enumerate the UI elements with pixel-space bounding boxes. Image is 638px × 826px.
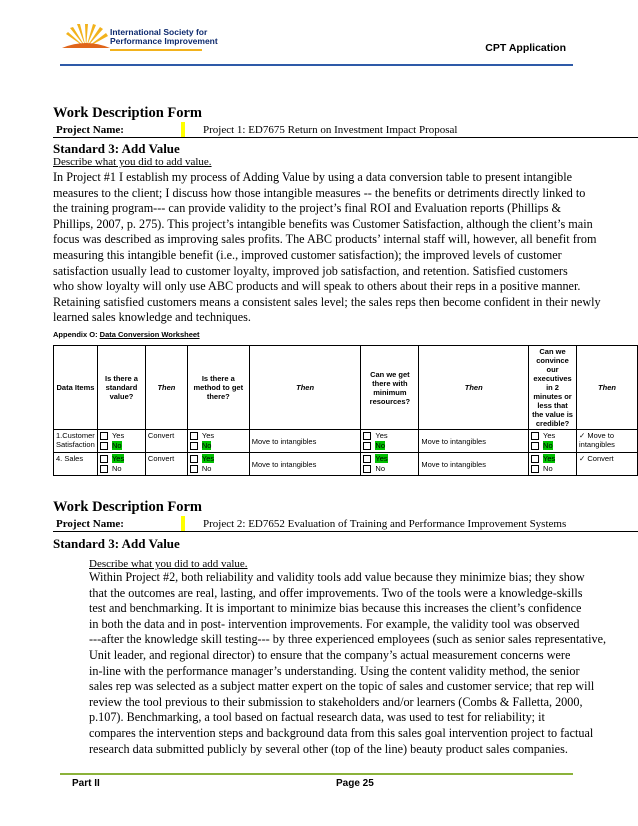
checkbox-icon[interactable] <box>100 465 108 473</box>
checkbox-icon[interactable] <box>531 455 539 463</box>
para2-line: in both the data and in post- intervention improvements. For example, the validity tool was observed <box>89 616 580 631</box>
project-name-label-2: Project Name: <box>56 518 124 530</box>
footer-page-number: Page 25 <box>336 778 374 789</box>
then-cell: ✓ Convert <box>577 453 638 476</box>
row-item: 1.Customer Satisfaction <box>54 430 98 453</box>
option-cell: Yes No <box>97 430 145 453</box>
selected-option: Yes <box>111 454 125 463</box>
col-header-then: Then <box>145 346 187 430</box>
para2-line: ---after the knowledge skill testing--- by three experienced employees (such as senior sales representative, <box>89 632 607 647</box>
checkbox-icon[interactable] <box>100 455 108 463</box>
project-name-value-2: Project 2: ED7652 Evaluation of Training and Performance Improvement Systems <box>203 518 567 530</box>
footer-rule <box>60 773 573 775</box>
table-row <box>54 453 638 476</box>
col-header-min-resources: Can we get there with minimum resources? <box>361 346 419 430</box>
col-header-convince: Can we convince our executives in 2 minutes or less that the value is credible? <box>529 346 577 430</box>
option-cell: Yes No <box>529 453 577 476</box>
selected-option: Yes <box>375 454 388 463</box>
project-name-label-1: Project Name: <box>56 124 124 136</box>
para2-line: research data submitted publicly by several other (top of the line) beauty product sales companies. <box>89 741 568 756</box>
table-row <box>54 430 638 453</box>
para2-line: test and benchmarking. It is important to minimize bias because this increases the client’s confidence <box>89 601 582 616</box>
then-cell: Convert <box>145 453 187 476</box>
appendix-title <box>53 330 200 339</box>
describe-prompt-1: Describe what you did to add value. <box>53 156 212 168</box>
col-header-then: Then <box>577 346 638 430</box>
para2-line: Within Project #2, both reliability and validity tools add value because they minimize bias; they show <box>89 570 585 584</box>
option-cell: Yes No <box>187 453 249 476</box>
form-title-2: Work Description Form <box>53 499 203 515</box>
col-header-method: Is there a method to get there? <box>187 346 249 430</box>
appendix-prefix: Appendix O: <box>53 330 100 339</box>
para1-line: learned sales knowledge and techniques. <box>53 310 251 325</box>
org-name-line1: International Society for <box>110 27 208 37</box>
form-title-1: Work Description Form <box>53 105 203 121</box>
checkbox-icon[interactable] <box>190 432 198 440</box>
appendix-name: Data Conversion Worksheet <box>99 330 200 339</box>
para1-line: satisfaction usually lead to customer loyalty, improved job satisfaction, and retention. Satisfied customers <box>53 263 568 278</box>
para2-line: review the tool previous to their submission to stakeholders and/or learners (Combs & Falletta, 2000, <box>89 694 583 709</box>
checkbox-icon[interactable] <box>190 442 198 450</box>
para1-line: focus was described as improving sales profits. The ABC products’ internal staff will, however, all benefit from <box>53 232 597 247</box>
checkbox-icon[interactable] <box>363 432 371 440</box>
col-header-then: Then <box>419 346 529 430</box>
then-cell: ✓ Move to intangibles <box>577 430 638 453</box>
selected-option: No <box>111 441 122 450</box>
describe-prompt-2: Describe what you did to add value. <box>89 558 248 570</box>
highlight-marker-2 <box>181 516 185 531</box>
then-cell: Move to intangibles <box>249 453 361 476</box>
para1-line: In Project #1 I establish my process of Adding Value by using a data conversion table to present intangible <box>53 170 572 184</box>
project-name-row-2 <box>53 516 638 532</box>
paragraph-1 <box>53 170 601 326</box>
then-cell: Move to intangibles <box>249 430 361 453</box>
then-cell: Move to intangibles <box>419 453 529 476</box>
selected-option: Yes <box>543 454 556 463</box>
para1-line: measures to the client; I discuss how those intangible measures -- the benefits or detriments directly linked to <box>53 185 586 200</box>
selected-option: No <box>201 441 212 450</box>
data-conversion-table <box>53 345 638 476</box>
para2-line: compares the intervention steps and background data from this sales goal intervention project to factual <box>89 725 594 740</box>
para2-line: Unit leader, and regional director) to ensure that the company’s actual measurement concerns were <box>89 647 571 662</box>
selected-option: Yes <box>201 454 215 463</box>
doc-label: CPT Application <box>485 42 566 54</box>
then-cell: Convert <box>145 430 187 453</box>
header-rule <box>60 64 573 66</box>
col-header-data-items: Data Items <box>54 346 98 430</box>
checkbox-icon[interactable] <box>190 455 198 463</box>
checkbox-icon[interactable] <box>100 432 108 440</box>
selected-option: No <box>375 441 386 450</box>
checkbox-icon[interactable] <box>531 442 539 450</box>
org-name-line2: Performance Improvement <box>110 36 218 46</box>
checkbox-icon[interactable] <box>363 455 371 463</box>
option-cell: Yes No <box>97 453 145 476</box>
then-cell: Move to intangibles <box>419 430 529 453</box>
isp-logo-icon <box>60 24 112 50</box>
footer-part: Part II <box>72 778 100 789</box>
para1-line: who show loyalty will only use ABC products and will speak to others about their reps in a positive manner. <box>53 279 581 294</box>
para2-line: in-line with the performance manager’s understanding. Using the content validity method, the senior <box>89 663 580 678</box>
para1-line: the training program--- can provide validity to the project’s final ROI and Evaluation reports (Phillips & <box>53 201 562 216</box>
option-cell: Yes No <box>361 453 419 476</box>
para2-line: sales rep was selected as a subject matter expert on the topic of sales and customer service; that rep will <box>89 679 595 694</box>
selected-option: No <box>543 441 553 450</box>
option-cell: Yes No <box>529 430 577 453</box>
highlight-marker-1 <box>181 122 185 137</box>
para1-line: Phillips, 2007, p. 275). This project’s intangible benefits was Customer Satisfaction, although the client’s main <box>53 216 593 231</box>
checkbox-icon[interactable] <box>363 465 371 473</box>
logo-underline <box>110 49 202 51</box>
project-name-row-1 <box>53 122 638 138</box>
checkbox-icon[interactable] <box>531 432 539 440</box>
paragraph-2 <box>89 570 606 757</box>
option-cell: Yes No <box>187 430 249 453</box>
para1-line: Retaining satisfied customers means a consistent sales level; the sales reps then become confident in their newly <box>53 294 601 309</box>
row-item: 4. Sales <box>54 453 98 476</box>
option-cell: Yes No <box>361 430 419 453</box>
para2-line: that the outcomes are real, lasting, and offer improvements. Two of the tools were a knowledge-skills <box>89 585 583 600</box>
para2-line: p.107). Benchmarking, a tool based on factual research data, was used to test for reliability; it <box>89 710 545 725</box>
checkbox-icon[interactable] <box>190 465 198 473</box>
para1-line: measuring this intangible benefit (i.e., improved customer satisfaction); the improved levels of customer <box>53 247 562 262</box>
checkbox-icon[interactable] <box>100 442 108 450</box>
project-name-value-1: Project 1: ED7675 Return on Investment Impact Proposal <box>203 124 458 136</box>
col-header-standard-value: Is there a standard value? <box>97 346 145 430</box>
standard-heading-1: Standard 3: Add Value <box>53 141 180 156</box>
col-header-then: Then <box>249 346 361 430</box>
standard-heading-2: Standard 3: Add Value <box>53 536 180 551</box>
checkbox-icon[interactable] <box>363 442 371 450</box>
header <box>0 0 638 70</box>
checkbox-icon[interactable] <box>531 465 539 473</box>
